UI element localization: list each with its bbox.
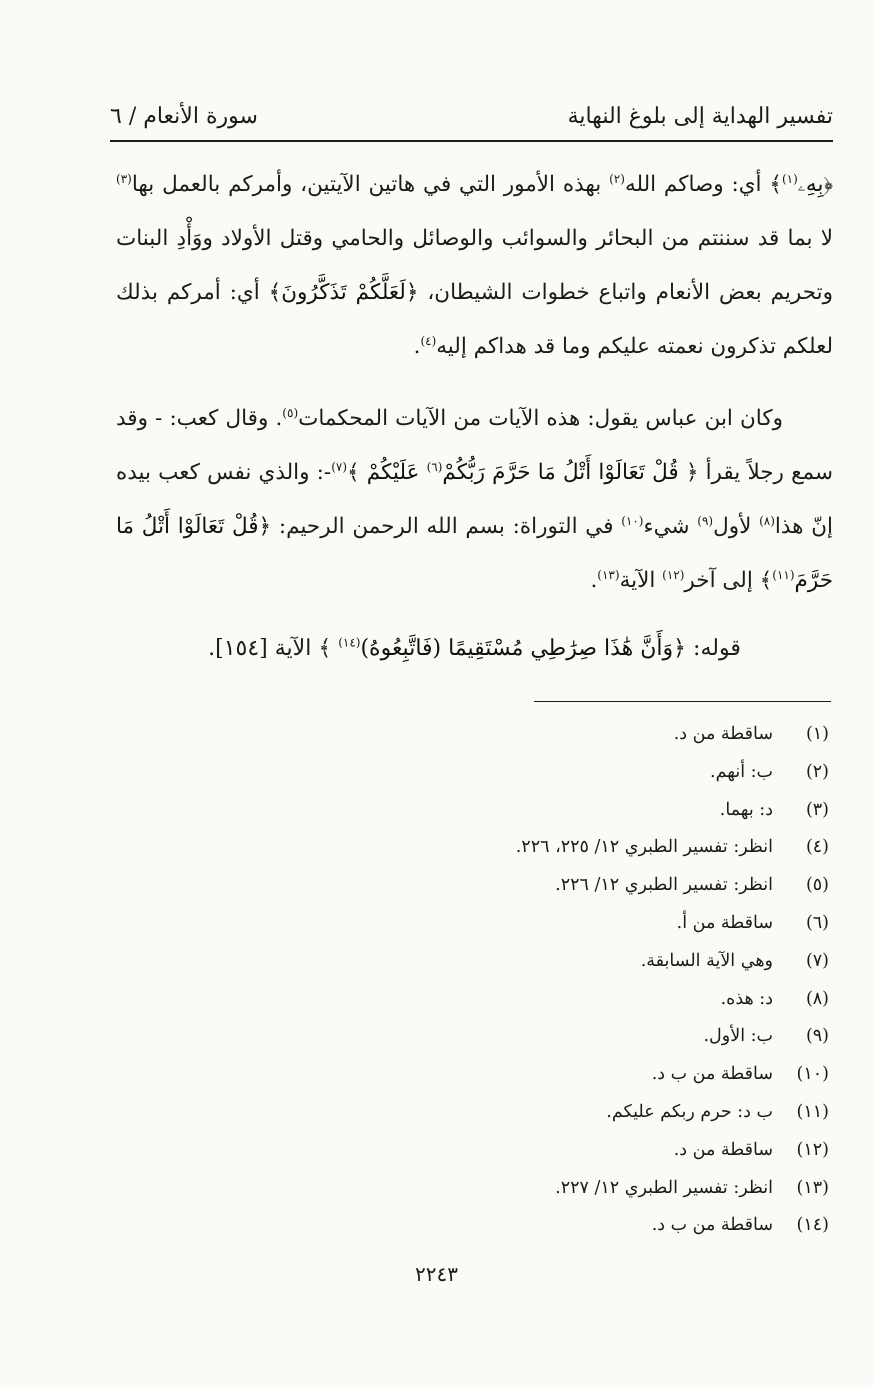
- footnote-item: [309, 1170, 829, 1208]
- footnote-ref-4[interactable]: (٤): [420, 333, 437, 348]
- footnote-number: (٢): [805, 761, 829, 782]
- footnote-ref-14[interactable]: (١٤): [338, 635, 361, 650]
- footnote-divider: [534, 701, 831, 702]
- main-text: [116, 158, 833, 676]
- footnote-item: [309, 1018, 829, 1056]
- footnote-ref-5[interactable]: (٥): [282, 405, 299, 420]
- footnote-number: (٩): [805, 1026, 829, 1047]
- footnote-text: انظر: تفسير الطبري ١٢/ ٢٢٥، ٢٢٦.: [515, 837, 773, 858]
- footnote-item: [309, 1207, 829, 1245]
- running-header: [110, 98, 833, 138]
- footnote-text: ساقطة من ب د.: [651, 1064, 773, 1085]
- quran-verse: ﴿وَأَنَّ هَٰذَا صِرَٰطِي مُسْتَقِيمًا (فَاتَّبِعُوهُ): [360, 636, 687, 661]
- page-number: ٢٢٤٣: [415, 1262, 458, 1286]
- footnote-number: (٨): [805, 988, 829, 1009]
- text-segment: ﴾ أي: وصاكم الله: [624, 172, 782, 197]
- text-segment: لا بما قد سننتم من البحائر والسوائب والوصائل والحامي وقتل الأولاد ووَأْدِ البنات وتحريم بعض الأنعام واتباع خطوات الشيطان،: [116, 226, 833, 305]
- text-segment: بهذه الأمور التي في هاتين الآيتين، وأمركم بالعمل بها: [131, 172, 610, 197]
- footnote-ref-7[interactable]: (٧): [331, 459, 348, 474]
- quran-verse: عَلَيْكُمْ: [366, 460, 427, 485]
- footnote-ref-3[interactable]: (٣): [116, 171, 132, 186]
- footnote-ref-2[interactable]: (٢): [609, 171, 625, 186]
- footnote-text: ساقطة من د.: [673, 724, 773, 744]
- footnote-ref-1[interactable]: (١): [781, 171, 798, 186]
- text-segment: -: والذي نفس كعب بيده إنّ هذا: [116, 460, 833, 539]
- footnote-item: [309, 754, 829, 792]
- footnote-number: (١٣): [796, 1177, 829, 1198]
- footnote-number: (١٤): [796, 1215, 829, 1236]
- footnote-item: [309, 1056, 829, 1094]
- footnote-item: [309, 943, 829, 981]
- footnote-number: (٥): [805, 875, 829, 896]
- verse-heading: [116, 622, 833, 676]
- footnote-text: ب: أنهم.: [710, 761, 773, 782]
- footnote-text: انظر: تفسير الطبري ١٢/ ٢٢٦.: [555, 875, 773, 896]
- footnote-text: انظر: تفسير الطبري ١٢/ ٢٢٧.: [555, 1177, 773, 1198]
- footnote-text: ساقطة من د.: [673, 1139, 773, 1160]
- footnote-number: (١٢): [796, 1139, 829, 1160]
- text-segment: أي: أمركم بذلك لعلكم تذكرون نعمته عليكم وما قد هداكم إليه: [116, 280, 833, 359]
- footnote-ref-12[interactable]: (١٢): [662, 567, 685, 582]
- footnote-number: (٤): [805, 837, 829, 858]
- text-segment: في التوراة: بسم الله الرحمن الرحيم:: [271, 514, 622, 539]
- footnote-number: (٦): [805, 912, 829, 933]
- footnote-text: ساقطة من أ.: [676, 912, 773, 933]
- text-segment: . وقال كعب: - وقد سمع رجلاً يقرأ ﴿: [116, 406, 833, 485]
- footnote-ref-13[interactable]: (١٣): [597, 567, 620, 582]
- footnote-text: د: بهما.: [719, 799, 773, 820]
- footnote-item: [309, 867, 829, 905]
- text-segment: ﴾ إلى آخر: [684, 568, 773, 593]
- footnote-item: [309, 792, 829, 830]
- footnote-number: (١٠): [796, 1064, 829, 1085]
- footnotes-list: [309, 716, 829, 1245]
- text-segment: ﴾: [347, 460, 367, 485]
- footnote-text: وهي الآية السابقة.: [640, 950, 773, 971]
- footnote-ref-6[interactable]: (٦): [426, 459, 443, 474]
- text-segment: .: [413, 334, 421, 359]
- footnote-ref-9[interactable]: (٩): [697, 513, 714, 528]
- text-segment: لأول: [713, 514, 760, 539]
- surah-label: سورة الأنعام / ٦: [110, 104, 258, 129]
- paragraph-2: [116, 392, 833, 608]
- footnote-text: د: هذه.: [720, 988, 773, 1009]
- book-title: تفسير الهداية إلى بلوغ النهاية: [567, 104, 833, 129]
- footnote-text: ب د: حرم ربكم عليكم.: [606, 1101, 773, 1122]
- footnote-item: [309, 716, 829, 754]
- header-divider: [110, 140, 833, 142]
- footnote-item: [309, 905, 829, 943]
- footnote-number: (٣): [805, 799, 829, 820]
- text-segment: ﴾ الآية [١٥٤].: [208, 636, 339, 661]
- quran-verse: قُلْ تَعَالَوْا أَتْلُ مَا حَرَّمَ رَبُّكُمْ: [442, 460, 679, 485]
- footnote-text: ب: الأول.: [703, 1026, 773, 1047]
- footnote-number: (١١): [796, 1101, 829, 1122]
- footnote-item: [309, 981, 829, 1019]
- text-segment: .: [590, 568, 598, 593]
- paragraph-1: [116, 158, 833, 374]
- quran-verse: ﴿لَعَلَّكُمْ تَذَكَّرُونَ﴾: [268, 280, 419, 305]
- footnote-ref-8[interactable]: (٨): [759, 513, 775, 528]
- quran-fragment: ﴿بِهِۦ: [797, 172, 833, 197]
- footnote-item: [309, 829, 829, 867]
- footnote-ref-10[interactable]: (١٠): [621, 513, 644, 528]
- footnote-number: (١): [805, 724, 829, 744]
- quran-verse: ﴿قُلْ تَعَالَوْا أَتْلُ مَا حَرَّمَ: [116, 514, 833, 593]
- footnote-number: (٧): [805, 950, 829, 971]
- text-segment: شيء: [643, 514, 698, 539]
- footnote-item: [309, 1094, 829, 1132]
- footnote-item: [309, 1132, 829, 1170]
- footnote-ref-11[interactable]: (١١): [772, 567, 795, 582]
- text-segment: الآية: [619, 568, 663, 593]
- text-segment: وكان ابن عباس يقول: هذه الآيات من الآيات المحكمات: [298, 406, 783, 431]
- text-segment: قوله:: [686, 636, 741, 661]
- footnote-text: ساقطة من ب د.: [651, 1215, 773, 1236]
